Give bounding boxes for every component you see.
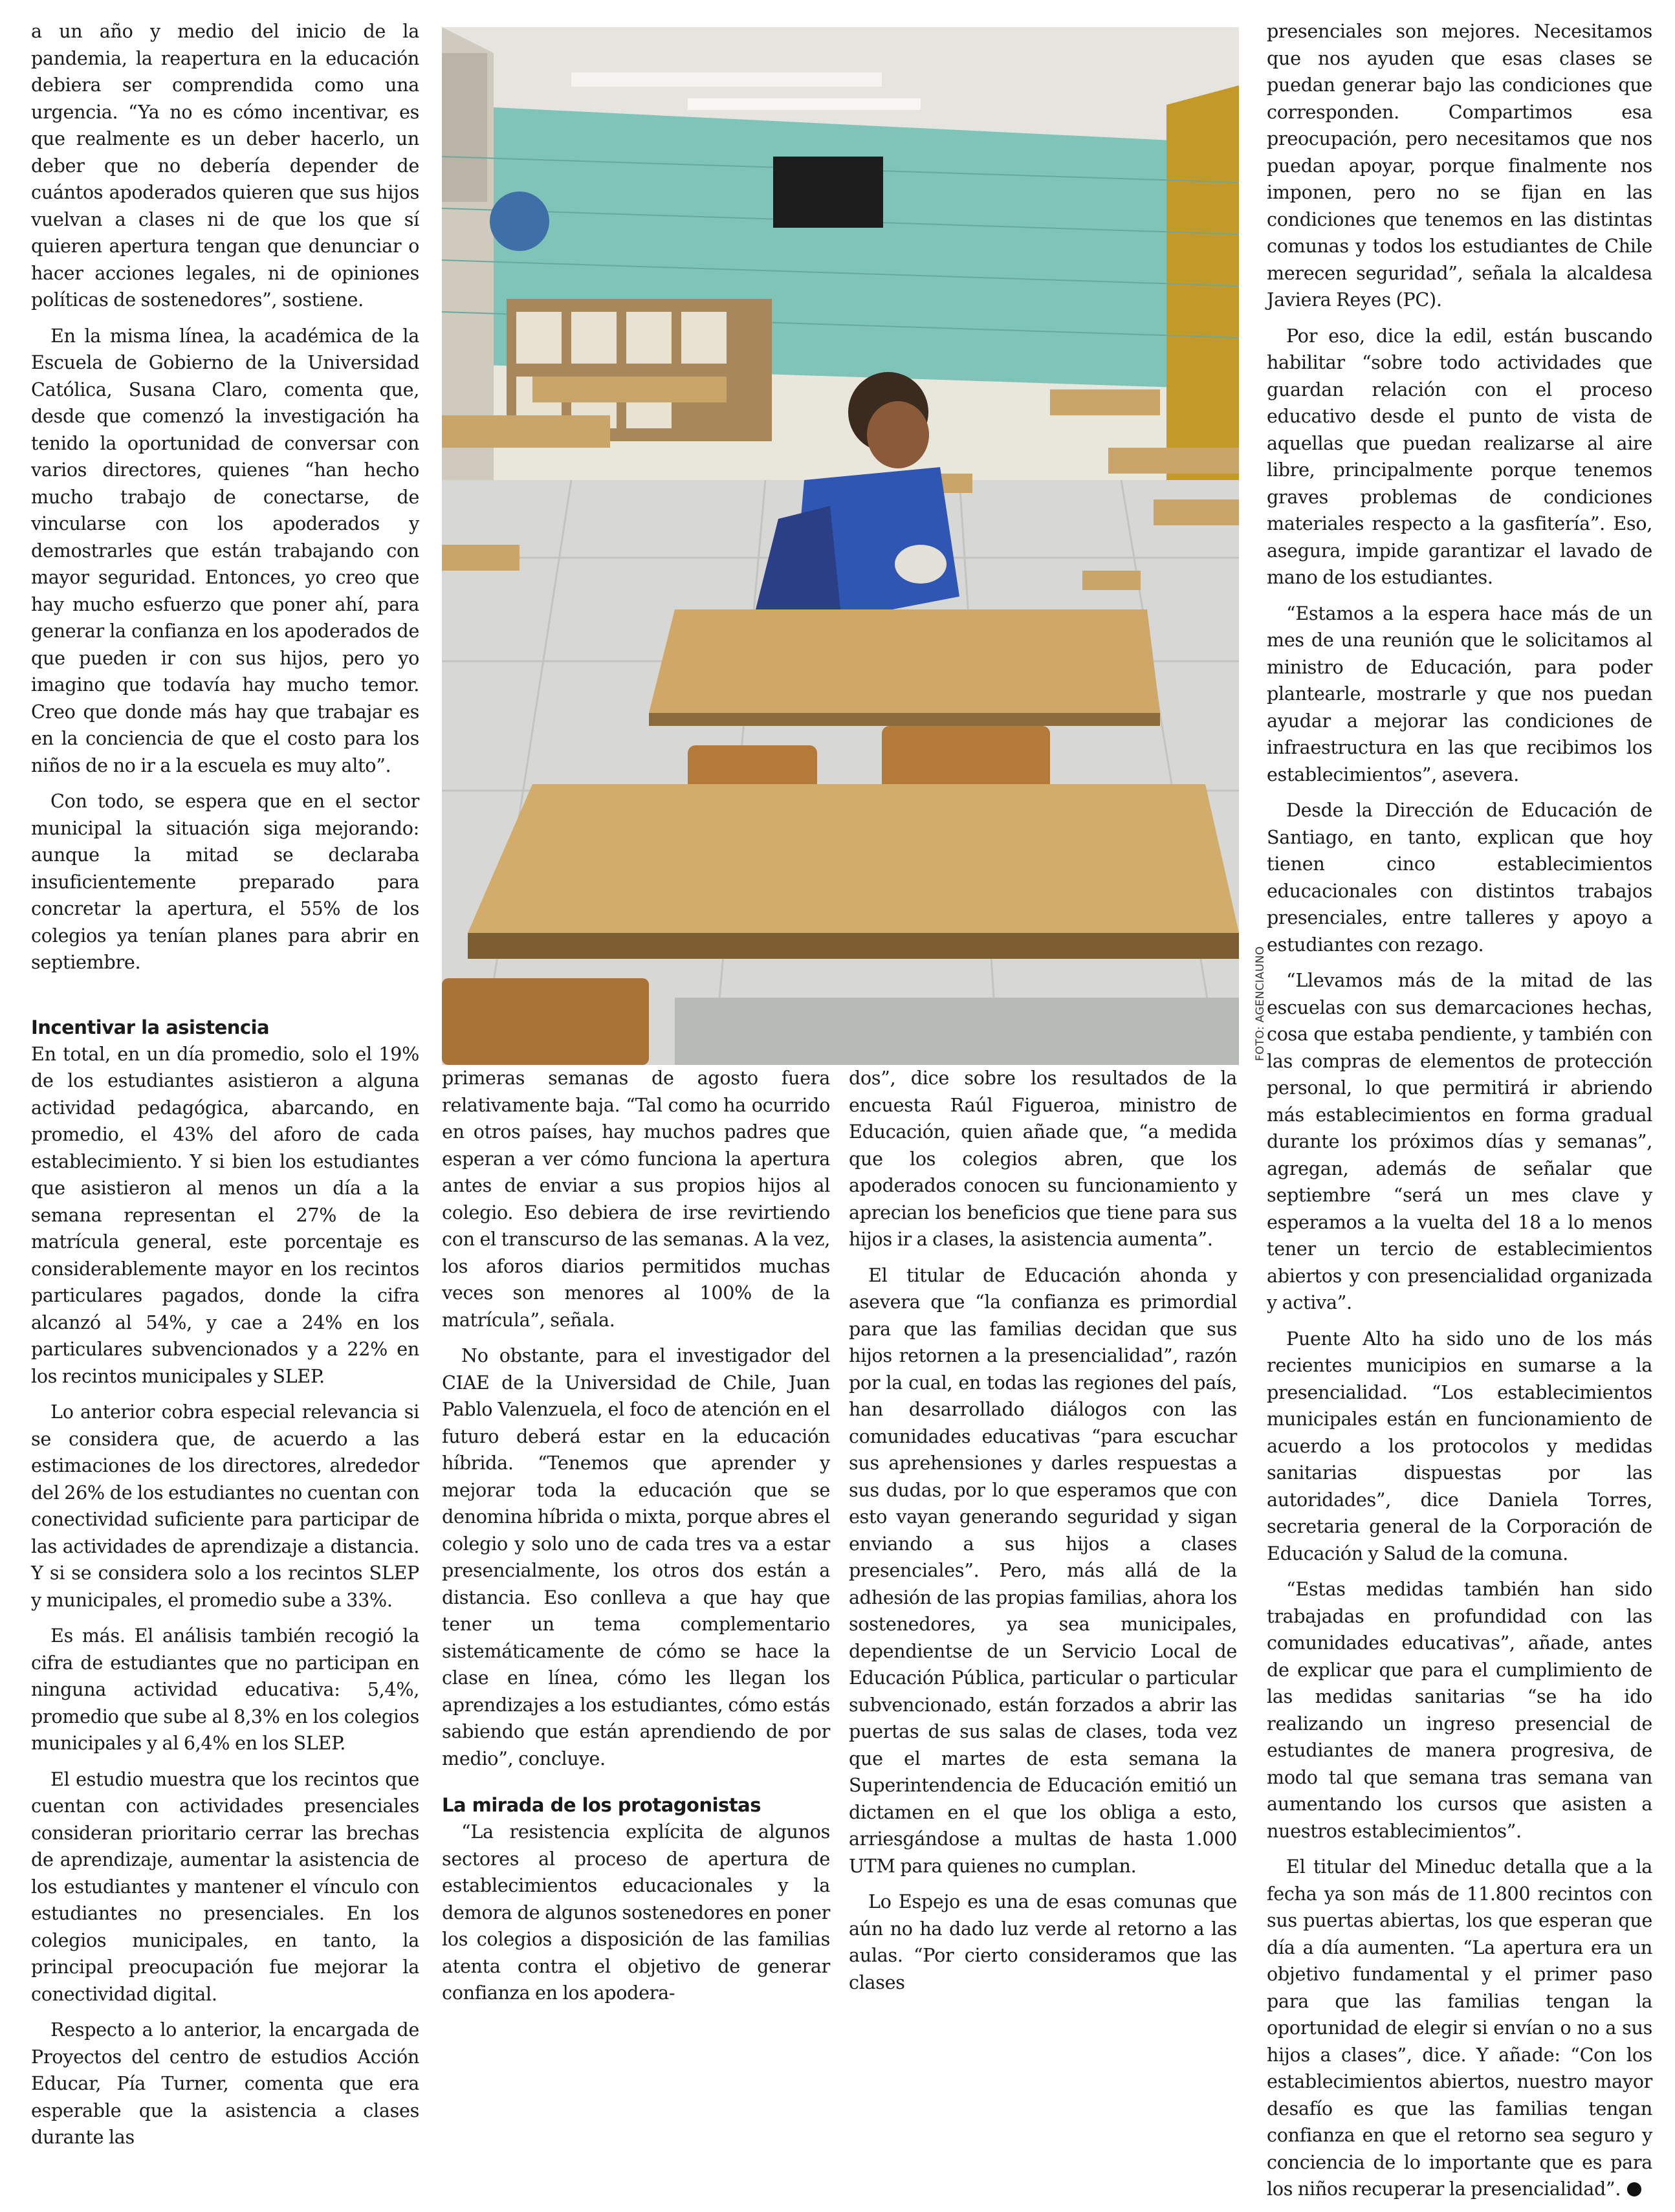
paragraph: “La resistencia explícita de algunos sectores al proceso de apertura de establecimientos educacionales y la demora de algunos sostenedores en poner los colegios a disposición de las familias atenta contra el objetivo de generar confianza en los apodera-	[442, 1821, 830, 2004]
photo-credit: FOTO: AGENCIAUNO	[1254, 946, 1267, 1061]
paragraph: “Llevamos más de la mitad de las escuelas con sus demarcaciones hechas, cosa que estaba pendiente, y también con las compras de elementos de protección personal, lo que permitirá ir abriendo más establecimientos en forma gradual durante los próximos días y semanas”, agregan, además de señalar que septiembre “será un mes clave y esperamos a la vuelta del 18 a lo menos tener un tercio de establecimientos abiertos y con presencialidad organizada y activa”.	[1267, 969, 1652, 1313]
paragraph: primeras semanas de agosto fuera relativamente baja. “Tal como ha ocurrido en otros países, hay muchos padres que esperan a ver cómo funciona la apertura antes de enviar a sus propios hijos al colegio. Eso debiera de irse revirtiendo con el transcurso de las semanas. A la vez, los aforos diarios permitidos muchas veces son menores al 100% de la matrícula”, señala.	[442, 1067, 830, 1331]
paragraph: El titular de Educación ahonda y asevera que “la confianza es primordial para que las familias decidan que sus hijos retornen a la presencialidad”, razón por la cual, en todas las regiones del país, han desarrollado diálogos con las comunidades educativas “para escuchar sus aprehensiones y darles respuestas a sus dudas, por lo que esperamos que con esto vayan generando seguridad y sigan enviando a sus hijos a clases presenciales”. Pero, más allá de la adhesión de las propias familias, ahora los sostenedores, ya sea municipales, dependientse de un Servicio Local de Educación Pública, particular o particular subvencionado, están forzados a abrir las puertas de sus salas de clases, toda vez que el martes de esta semana la Superintendencia de Educación emitió un dictamen en el que los obliga a esto, arriesgándose a multas de hasta 1.000 UTM para quienes no cumplan.	[849, 1264, 1237, 1877]
paragraph: “Estas medidas también han sido trabajadas en profundidad con las comunidades educativas”, añade, antes de explicar que para el cumplimiento de las medidas sanitarias “se ha ido realizando un ingreso presencial de estudiantes de manera progresiva, de modo tal que semana tras semana van aumentando los cursos que asisten a nuestros establecimientos”.	[1267, 1578, 1652, 1842]
article-column-1	[31, 18, 419, 2160]
paragraph: Es más. El análisis también recogió la cifra de estudiantes que no participan en ninguna actividad educativa: 5,4%, promedio que sube al 8,3% en los colegios municipales y al 6,4% en los SLEP.	[31, 1625, 419, 1754]
classroom-photo	[442, 27, 1239, 1065]
article-column-3	[849, 1065, 1237, 2005]
paragraph: dos”, dice sobre los resultados de la encuesta Raúl Figueroa, ministro de Educación, quien añade que, “a medida que los colegios abren, que los apoderados conocen su funcionamiento y aprecian los beneficios que tiene para sus hijos ir a clases, la asistencia aumenta”.	[849, 1067, 1237, 1250]
paragraph: Con todo, se espera que en el sector municipal la situación siga mejorando: aunque la mitad se declaraba insuficientemente preparado para concretar la apertura, el 55% de los colegios ya tenían planes para abrir en septiembre.	[31, 790, 419, 973]
section-heading: La mirada de los protagonistas	[442, 1794, 761, 1816]
paragraph: Lo anterior cobra especial relevancia si se considera que, de acuerdo a las estimaciones de los directores, alrededor del 26% de los estudiantes no cuentan con conectividad suficiente para participar de las actividades de aprendizaje a distancia. Y si se considera solo a los recintos SLEP y municipales, el promedio sube a 33%.	[31, 1401, 420, 1611]
paragraph: presenciales son mejores. Necesitamos que nos ayuden que esas clases se puedan generar bajo las condiciones que corresponden. Compartimos esa preocupación, pero necesitamos que nos puedan apoyar, porque finalmente nos imponen, pero no se fijan en las condiciones que tenemos en las distintas comunas y todos los estudiantes de Chile merecen seguridad”, señala la alcaldesa Javiera Reyes (PC).	[1267, 20, 1652, 311]
paragraph	[1267, 1854, 1652, 2203]
paragraph: “Estamos a la espera hace más de un mes de una reunión que le solicitamos al ministro de Educación, para poder plantearle, mostrarle y que nos puedan ayudar a mejorar las condiciones de infraestructura en las que recibimos los establecimientos”, asevera.	[1267, 602, 1652, 785]
paragraph-text: El titular del Mineduc detalla que a la fecha ya son más de 11.800 recintos con sus puertas abiertas, los que esperan que día a día aumenten. “La apertura era un objetivo fundamental y el primer paso para que las familias tengan la oportunidad de elegir si envían o no a sus hijos a clases”, dice. Y añade: “Con los establecimientos abiertos, nuestro mayor desafío es que las familias tengan confianza en que el retorno sea seguro y conciencia de lo importante que es para los niños recuperar la presencialidad”.	[1267, 1856, 1652, 2200]
paragraph: a un año y medio del inicio de la pandemia, la reapertura en la educación debiera ser comprendida como una urgencia. “Ya no es cómo incentivar, es que realmente es un deber hacerlo, un deber que no debería depender de cuántos apoderados quieren que sus hijos vuelvan a clases ni de que los que sí quieren apertura tengan que denunciar o hacer acciones legales, ni de opiniones políticas de sostenedores”, sostiene.	[31, 20, 419, 311]
paragraph: El estudio muestra que los recintos que cuentan con actividades presenciales consideran prioritario cerrar las brechas de aprendizaje, aumentar la asistencia de los estudiantes y mantener el vínculo con estudiantes no presenciales. En los colegios municipales, en tanto, la principal preocupación fue mejorar la conectividad digital.	[31, 1768, 419, 2005]
article-column-2	[442, 1065, 830, 2016]
article-column-4	[1267, 18, 1652, 2212]
paragraph: No obstante, para el investigador del CIAE de la Universidad de Chile, Juan Pablo Valenzuela, el foco de atención en el futuro deberá estar en la educación híbrida. “Tenemos que aprender y mejorar toda la educación que se denomina híbrida o mixta, porque abres el colegio y solo uno de cada tres va a estar presencialmente, los otros dos están a distancia. Eso conlleva a que hay que tener un tema complementario sistemáticamente de cómo se hace la clase en línea, cómo les llegan los aprendizajes a los estudiantes, cómo estás sabiendo que están aprendiendo de por medio”, concluye.	[442, 1344, 830, 1769]
section-heading: Incentivar la asistencia	[31, 1016, 270, 1038]
paragraph: Puente Alto ha sido uno de los más recientes municipios en sumarse a la presencialidad. “Los establecimientos municipales están en funcionamiento de acuerdo a los protocolos y medidas sanitarias dispuestas por las autoridades”, dice Daniela Torres, secretaria general de la Corporación de Educación y Salud de la comuna.	[1267, 1327, 1652, 1564]
paragraph: Por eso, dice la edil, están buscando habilitar “sobre todo actividades que guardan relación con el proceso educativo desde el punto de vista de aquellas que puedan realizarse al aire libre, principalmente porque tenemos graves problemas de condiciones materiales respecto a la gasfitería”. Eso, asegura, impide garantizar el lavado de mano de los estudiantes.	[1267, 324, 1652, 588]
paragraph: Lo Espejo es una de esas comunas que aún no ha dado luz verde al retorno a las aulas. “Por cierto consideramos que las clases	[849, 1890, 1237, 1993]
paragraph: Respecto a lo anterior, la encargada de Proyectos del centro de estudios Acción Educar, Pía Turner, comenta que era esperable que la asistencia a clases durante las	[31, 2019, 419, 2148]
paragraph: En la misma línea, la académica de la Escuela de Gobierno de la Universidad Católica, Susana Claro, comenta que, desde que comenzó la investigación ha tenido la oportunidad de conversar con varios directores, quienes “han hecho mucho trabajo de conectarse, de vincularse con los apoderados y demostrarles que están trabajando con mayor seguridad. Entonces, yo creo que hay mucho esfuerzo que poner ahí, para generar la confianza en los apoderados de que pueden ir con sus hijos, pero yo imagino que todavía hay mucho temor. Creo que donde más hay que trabajar es en la conciencia de que el costo para los niños de no ir a la escuela es muy alto”.	[31, 324, 419, 776]
paragraph: Desde la Dirección de Educación de Santiago, en tanto, explican que hoy tienen cinco establecimientos educacionales con distintos trabajos presenciales, entre talleres y apoyo a estudiantes con rezago.	[1267, 799, 1652, 956]
paragraph: En total, en un día promedio, solo el 19% de los estudiantes asistieron a alguna actividad pedagógica, abarcando, en promedio, el 43% del aforo de cada establecimiento. Y si bien los estudiantes que asistieron al menos un día a la semana representan el 27% de la matrícula general, este porcentaje es considerablemente mayor en los recintos particulares pagados, donde la cifra alcanzó al 54%, y cae a 24% en los particulares subvencionados y a 22% en los recintos municipales y SLEP.	[31, 1042, 419, 1387]
end-mark-icon	[1627, 2182, 1641, 2196]
